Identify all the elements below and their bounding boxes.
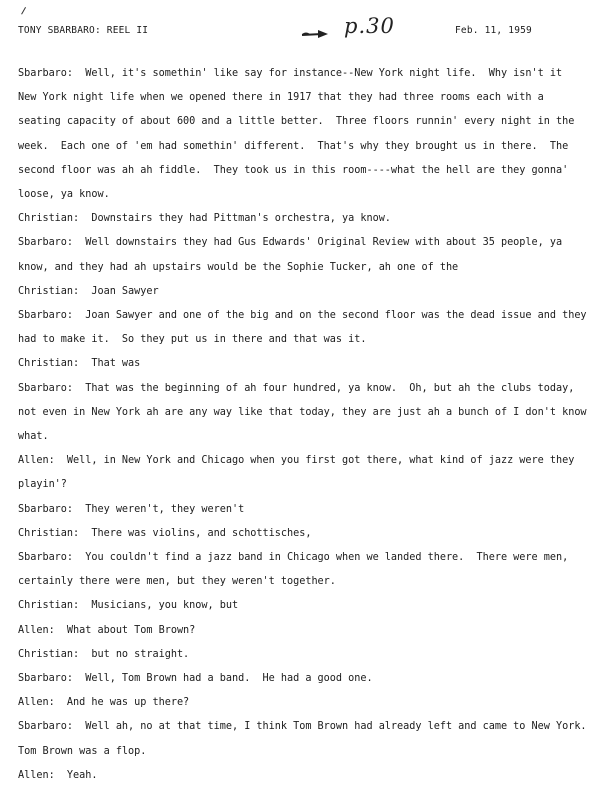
transcript-body <box>18 62 602 788</box>
pencil-tick-mark <box>21 7 27 15</box>
transcript-line: Allen: What about Tom Brown? <box>18 624 196 636</box>
transcript-line: know, and they had ah upstairs would be the Sophie Tucker, ah one of the <box>18 261 459 273</box>
transcript-line: Christian: There was violins, and schottisches, <box>18 527 312 539</box>
reel-header: TONY SBARBARO: REEL II <box>18 25 149 36</box>
transcript-line: Sbarbaro: Joan Sawyer and one of the big and on the second floor was the dead issue and they <box>18 310 587 322</box>
transcript-line: Tom Brown was a flop. <box>18 745 147 757</box>
transcript-line: second floor was ah ah fiddle. They took us in this room----what the hell are they gonna' <box>18 164 569 176</box>
transcript-line: Allen: Yeah. <box>18 769 98 781</box>
transcript-line: Sbarbaro: That was the beginning of ah four hundred, ya know. Oh, but ah the clubs today, <box>18 382 575 394</box>
transcript-line: certainly there were men, but they weren't together. <box>18 576 336 588</box>
transcript-line: Christian: That was <box>18 358 141 370</box>
transcript-line: Christian: Musicians, you know, but <box>18 600 239 612</box>
transcript-line: Christian: but no straight. <box>18 648 190 660</box>
transcript-line: Christian: Joan Sawyer <box>18 285 159 297</box>
transcript-line: New York night life when we opened there in 1917 that they had three rooms each with a <box>18 92 544 104</box>
transcript-line: not even in New York ah are any way like that today, they are just ah a bunch of I don't know <box>18 406 587 418</box>
transcript-line: had to make it. So they put us in there and that was it. <box>18 334 367 346</box>
hand-drawn-arrow-icon <box>300 28 332 40</box>
transcript-line: Sbarbaro: You couldn't find a jazz band in Chicago when we landed there. There were men, <box>18 552 569 564</box>
page-number: p.30 <box>344 14 395 38</box>
interview-date: Feb. 11, 1959 <box>455 25 532 36</box>
transcript-line: what. <box>18 431 49 443</box>
transcript-line: week. Each one of 'em had somethin' different. That's why they brought us in there. The <box>18 140 569 152</box>
transcript-line: seating capacity of about 600 and a little better. Three floors runnin' every night in the <box>18 116 575 128</box>
transcript-line: Christian: Downstairs they had Pittman's orchestra, ya know. <box>18 213 391 225</box>
transcript-line: loose, ya know. <box>18 189 110 201</box>
transcript-line: Sbarbaro: Well, Tom Brown had a band. He had a good one. <box>18 673 373 685</box>
transcript-line: Sbarbaro: Well downstairs they had Gus Edwards' Original Review with about 35 people, ya <box>18 237 563 249</box>
transcript-line: Sbarbaro: They weren't, they weren't <box>18 503 245 515</box>
transcript-line: Allen: And he was up there? <box>18 697 190 709</box>
transcript-line: playin'? <box>18 479 67 491</box>
transcript-line: Allen: Well, in New York and Chicago when you first got there, what kind of jazz were they <box>18 455 575 467</box>
transcript-line: Sbarbaro: Well, it's somethin' like say for instance--New York night life. Why isn't it <box>18 68 563 79</box>
transcript-line: Sbarbaro: Well ah, no at that time, I think Tom Brown had already left and came to New York. <box>18 721 587 733</box>
